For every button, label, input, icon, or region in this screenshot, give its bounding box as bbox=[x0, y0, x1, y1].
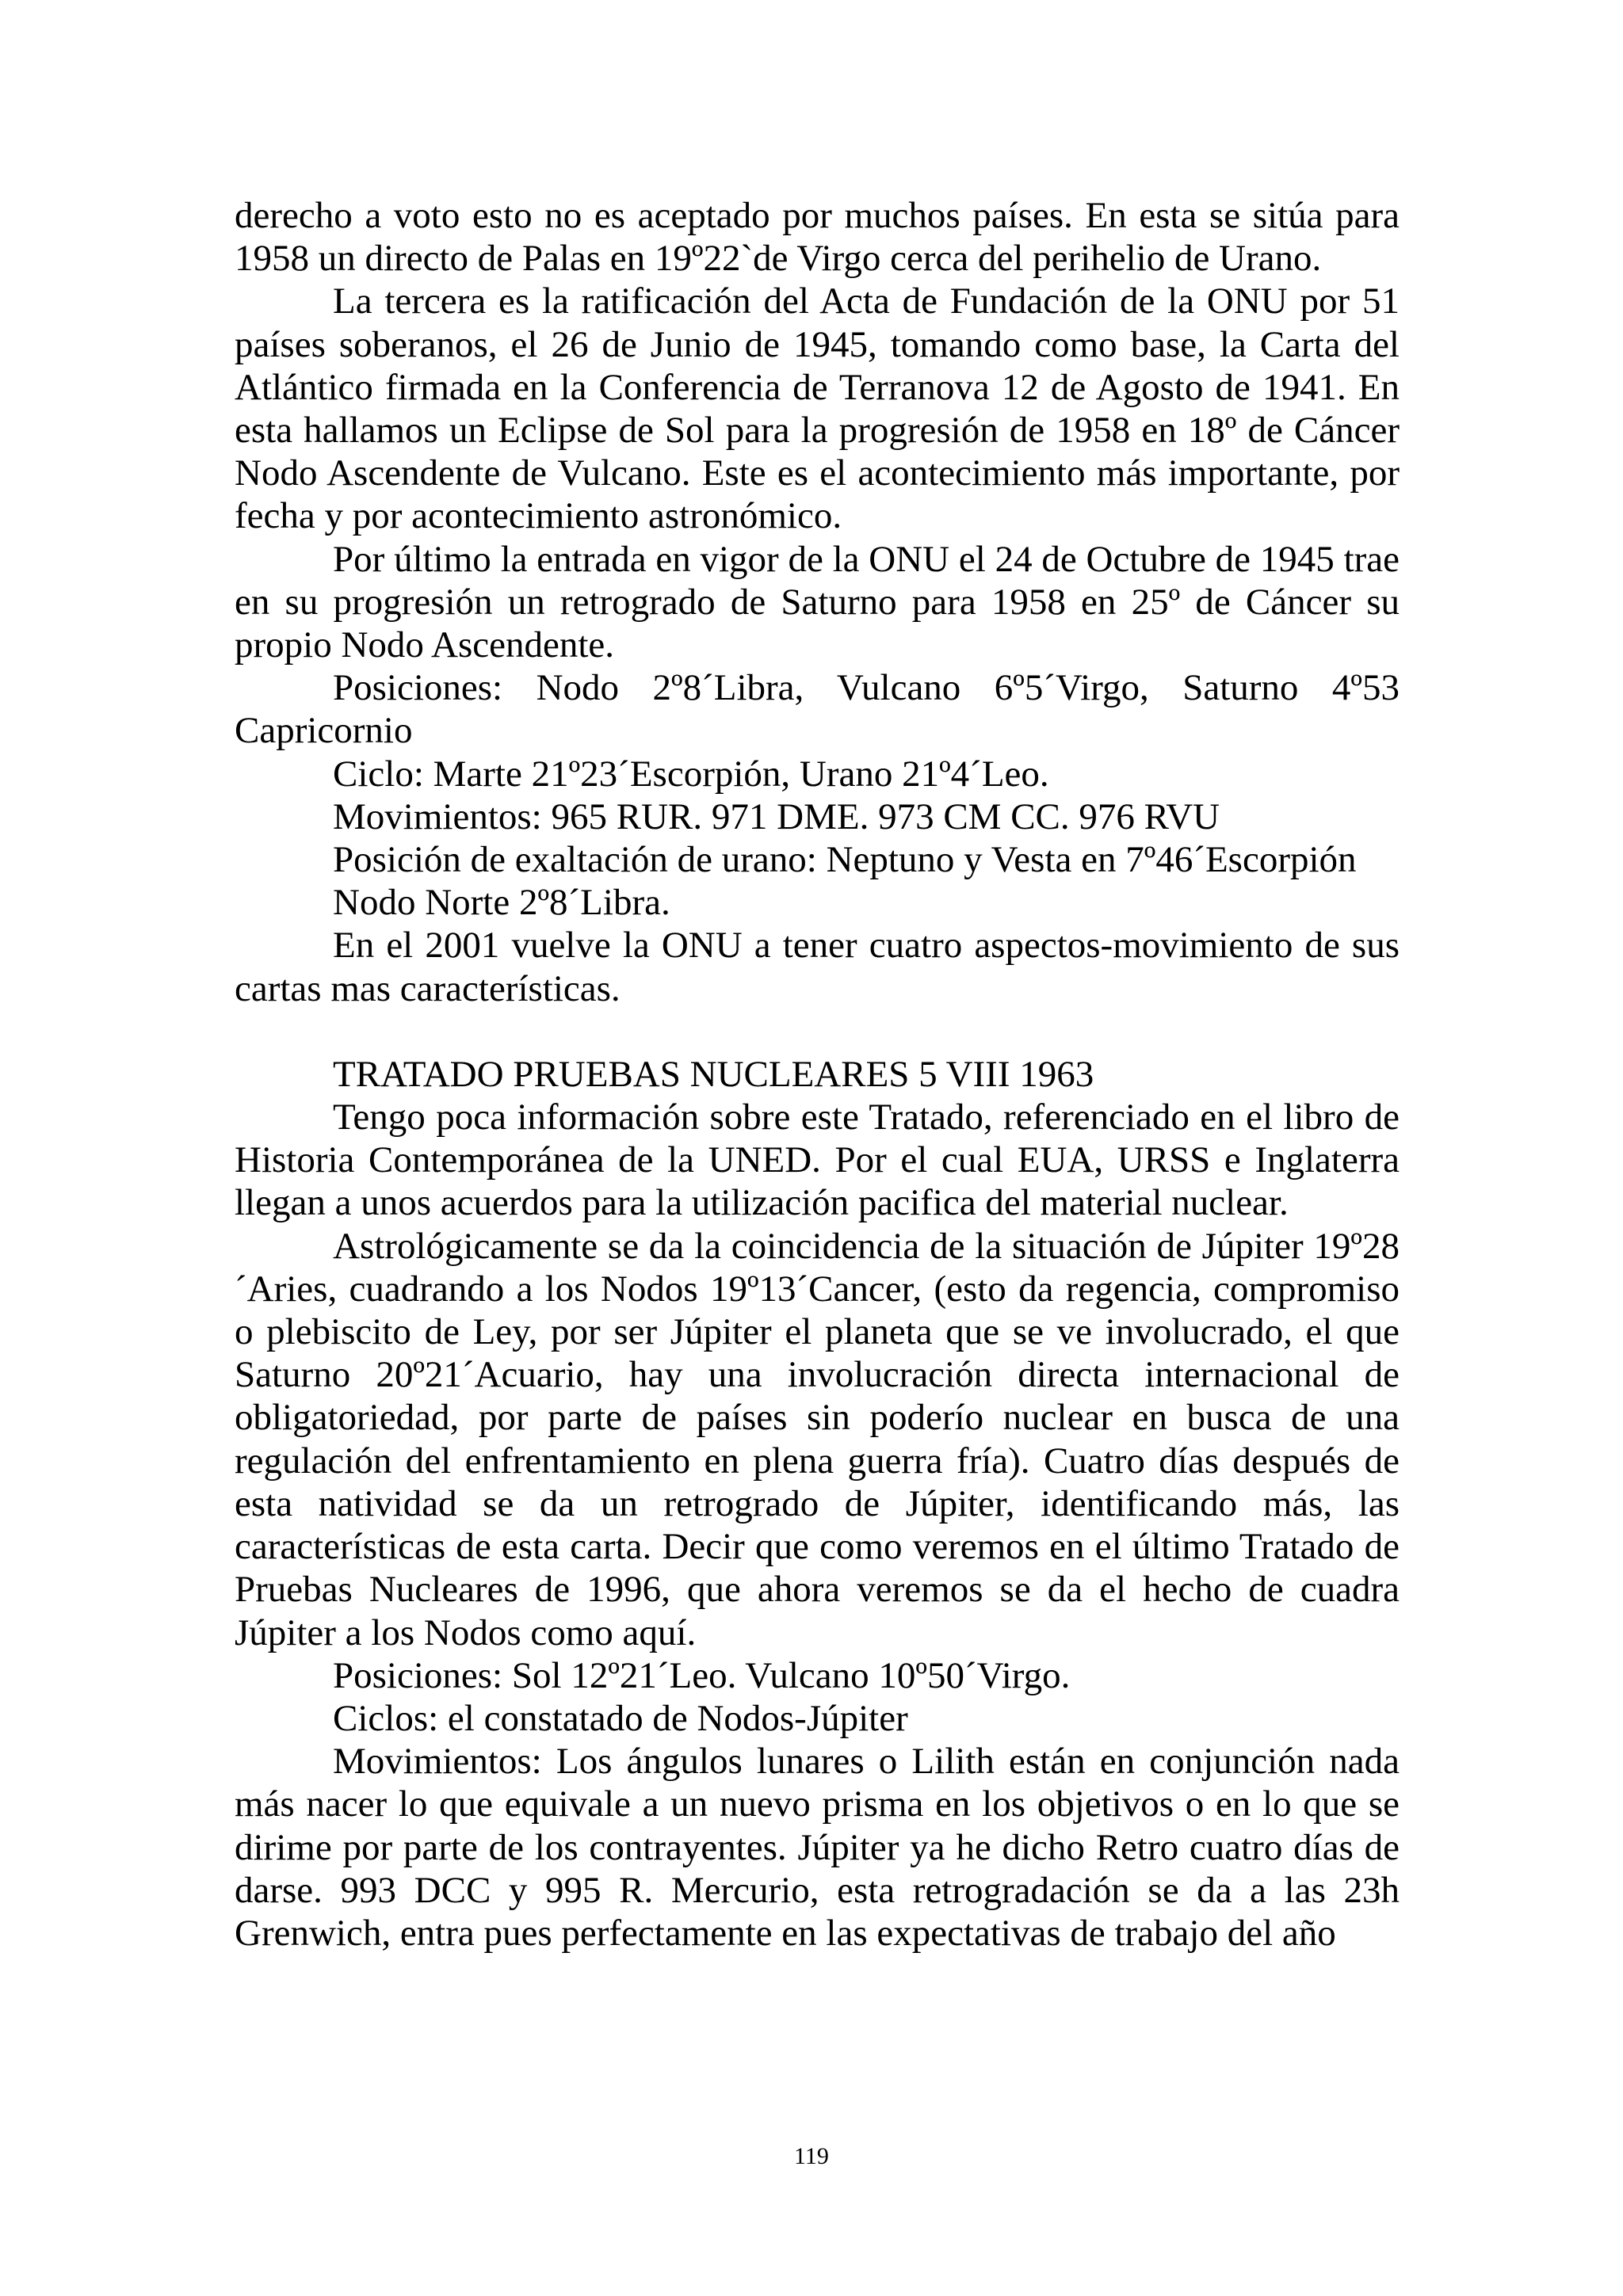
section-spacer bbox=[235, 1010, 1400, 1053]
paragraph-positions-treaty: Posiciones: Sol 12º21´Leo. Vulcano 10º50´Virgo. bbox=[333, 1654, 1071, 1696]
paragraph-onu-entry-into-force: Por último la entrada en vigor de la ONU el 24 de Octubre de 1945 trae en su progresión un retrogrado de Saturno para 1958 en 25º de Cáncer su propio Nodo Ascendente. bbox=[235, 538, 1400, 666]
paragraph-onu-2001: En el 2001 vuelve la ONU a tener cuatro aspectos-movimiento de sus cartas mas características. bbox=[235, 925, 1400, 1009]
paragraph-continuation: derecho a voto esto no es aceptado por muchos países. En esta se sitúa para 1958 un directo de Palas en 19º22`de Virgo cerca del perihelio de Urano. bbox=[235, 195, 1400, 280]
paragraph-cycle-onu: Ciclo: Marte 21º23´Escorpión, Urano 21º4´Leo. bbox=[333, 753, 1049, 795]
paragraph-positions-onu: Posiciones: Nodo 2º8´Libra, Vulcano 6º5´Virgo, Saturno 4º53 Capricornio bbox=[235, 667, 1400, 752]
paragraph-cycles-treaty: Ciclos: el constatado de Nodos-Júpiter bbox=[333, 1697, 908, 1739]
paragraph-north-node: Nodo Norte 2º8´Libra. bbox=[333, 882, 670, 924]
paragraph-movements-onu: Movimientos: 965 RUR. 971 DME. 973 CM CC. 976 RVU bbox=[333, 795, 1220, 837]
paragraph-onu-ratification: La tercera es la ratificación del Acta de Fundación de la ONU por 51 países soberanos, el 26 de Junio de 1945, tomando como base, la Carta del Atlántico firmada en la Conferencia de Terranova 12 de Agosto de 1941. En esta hallamos un Eclipse de Sol para la progresión de 1958 en 18º de Cáncer Nodo Ascendente de Vulcano. Este es el acontecimiento más importante, por fecha y por acontecimiento astronómico. bbox=[235, 280, 1400, 537]
paragraph-movements-treaty: Movimientos: Los ángulos lunares o Lilith están en conjunción nada más nacer lo que equivale a un nuevo prisma en los objetivos o en lo que se dirime por parte de los contrayentes. Júpiter ya he dicho Retro cuatro días de darse. 993 DCC y 995 R. Mercurio, esta retrogradación se da a las 23h Grenwich, entra pues perfectamente en las expectativas de trabajo del año bbox=[235, 1741, 1400, 1954]
paragraph-treaty-info: Tengo poca información sobre este Tratado, referenciado en el libro de Historia Contemporánea de la UNED. Por el cual EUA, URSS e Inglaterra llegan a unos acuerdos para la utilización pacifica del material nuclear. bbox=[235, 1097, 1400, 1224]
section-heading: TRATADO PRUEBAS NUCLEARES 5 VIII 1963 bbox=[333, 1053, 1094, 1095]
body-text bbox=[235, 194, 1400, 1955]
paragraph-exaltation-uranus: Posición de exaltación de urano: Neptuno y Vesta en 7º46´Escorpión bbox=[333, 839, 1357, 881]
paragraph-astrology-treaty: Astrológicamente se da la coincidencia de la situación de Júpiter 19º28´Aries, cuadrando a los Nodos 19º13´Cancer, (esto da regencia, compromiso o plebiscito de Ley, por ser Júpiter el planeta que se ve involucrado, el que Saturno 20º21´Acuario, hay una involucración directa internacional de obligatoriedad, por parte de países sin poderío nuclear en busca de una regulación del enfrentamiento en plena guerra fría). Cuatro días después de esta natividad se da un retrogrado de Júpiter, identificando más, las características de esta carta. Decir que como veremos en el último Tratado de Pruebas Nucleares de 1996, que ahora veremos se da el hecho de cuadra Júpiter a los Nodos como aquí. bbox=[235, 1225, 1400, 1653]
page-number: 119 bbox=[794, 2143, 829, 2169]
